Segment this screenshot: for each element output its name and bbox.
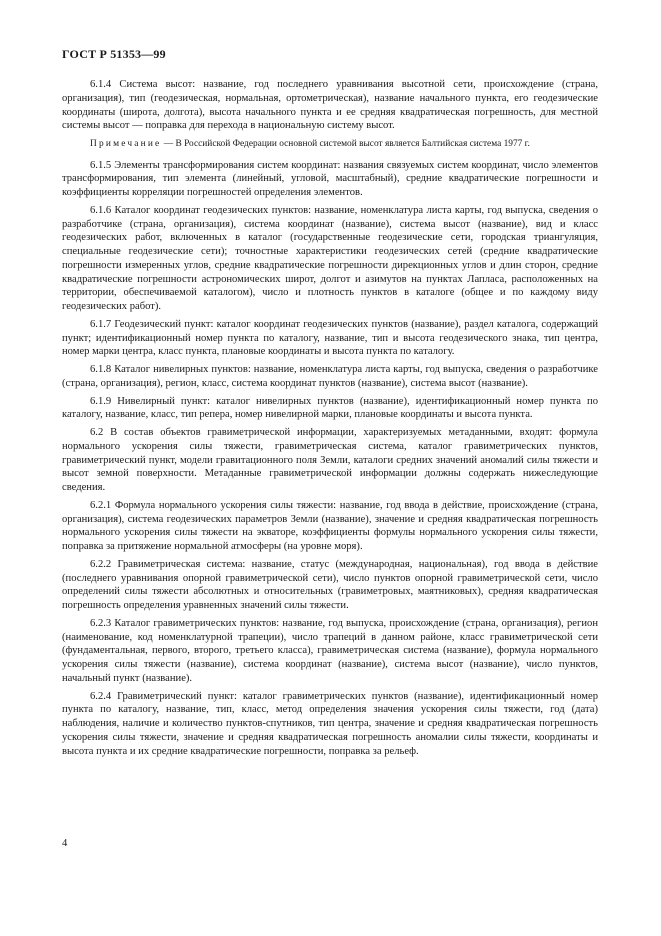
note-label: Примечание [90,139,162,149]
page-number: 4 [62,838,68,849]
document-body [62,78,598,762]
paragraph-6-2: 6.2 В состав объектов гравиметрической информации, характеризуемых метаданными, входят: формула нормального ускорения силы тяжести, гравиметрическая система, каталог гравиметрических пунктов, гравиметрический пункт, модели гравитационного поля Земли, каталоги средних значений аномалий силы тяжести и высот земной поверхности. Метаданные гравиметрической информации должны содержать нижеследующие сведения. [62,427,598,493]
document-header: ГОСТ Р 51353—99 [62,47,166,61]
paragraph-6-2-3: 6.2.3 Каталог гравиметрических пунктов: название, год выпуска, происхождение (страна, организация), регион (наименование, код номенклатурной трапеции), число трапеций в данном районе, класс гравиметрической сети (фундаментальная, первого, второго, третьего класса), гравиметрическая система (название), формула нормального ускорения силы тяжести (название), система координат (название), система высот (название), число пунктов, начальный пункт (название). [62,617,598,684]
note-paragraph [62,138,598,151]
paragraph-6-1-5: 6.1.5 Элементы трансформирования систем координат: названия связуемых систем координат, число элементов трансформирования, тип элемента (линейный, угловой, масштабный), средние квадратические погрешности и коэффициенты корреляции погрешностей определения элементов. [62,159,598,198]
paragraph-6-2-2: 6.2.2 Гравиметрическая система: название, статус (международная, национальная), год ввода в действие (последнего уравнивания опорной гравиметрической сети), число пунктов опорной гравиметрической сети, число определений силы тяжести абсолютных и относительных (гравиметровых, маятниковых), средняя квадратическая погрешность определения уравненных значений силы тяжести. [62,558,598,611]
paragraph-6-1-7: 6.1.7 Геодезический пункт: каталог координат геодезических пунктов (название), раздел каталога, содержащий пункт; идентификационный номер пункта по каталогу, название, тип и высота геодезического знака, тип центра, номер марки центра, класс пункта, плановые координаты и высота пункта по каталогу. [62,318,598,358]
paragraph-6-1-9: 6.1.9 Нивелирный пункт: каталог нивелирных пунктов (название), идентификационный номер пункта по каталогу, название, класс, тип репера, номер нивелирной марки, плановые координаты и высота пункта. [62,395,598,421]
paragraph-6-2-4: 6.2.4 Гравиметрический пункт: каталог гравиметрических пунктов (название), идентификационный номер пункта по каталогу, название, тип, класс, метод определения значения ускорения силы тяжести, год (дата) наблюдения, наличие и количество пунктов-спутников, тип центра, значение и средняя квадратическая погрешность ускорения силы тяжести, значение и средняя квадратическая погрешность аномалии силы тяжести, координаты и высота пункта и их средние квадратические погрешности, поправка за рельеф. [62,690,598,757]
paragraph-6-1-6: 6.1.6 Каталог координат геодезических пунктов: название, номенклатура листа карты, год выпуска, сведения о разработчике (страна, организация), система координат (название), система высот (название), вид и класс геодезических работ, включенных в каталог (государственные геодезические сети, городская триангуляция, специальные геодезические сети); точностные характеристики геодезических сетей (средние квадратические погрешности измеренных углов, средние квадратические погрешности дирекционных углов и длин сторон, средние квадратические погрешности астрономических широт, долгот и азимутов на пунктах Лапласа, расположенных на территории, обеспечиваемой каталогом), число и плотность пунктов в каталоге (общее и по каждому виду геодезических работ). [62,204,598,312]
note-text: — В Российской Федерации основной системой высот является Балтийская система 1977 г. [163,139,530,149]
paragraph-6-1-8: 6.1.8 Каталог нивелирных пунктов: название, номенклатура листа карты, год выпуска, сведения о разработчике (страна, организация), регион, класс, система координат пунктов (название), система высот (название). [62,364,598,389]
paragraph-6-1-4: 6.1.4 Система высот: название, год последнего уравнивания высотной сети, происхождение (страна, организация), тип (геодезическая, нормальная, ортометрическая), название начального пункта, его геодезические координаты (широта, долгота), высота начального пункта и ее средняя квадратическая погрешность, для местной системы высот — поправка для перехода в национальную систему высот. [62,79,598,132]
paragraph-6-2-1: 6.2.1 Формула нормального ускорения силы тяжести: название, год ввода в действие, происхождение (страна, организация), система геодезических параметров Земли (название), значение и средняя квадратическая погрешность нормального ускорения силы тяжести на экваторе, коэффициенты формулы нормального ускорения силы тяжести, поправка за притяжение нормальной атмосферы (на уровне моря). [62,499,598,552]
